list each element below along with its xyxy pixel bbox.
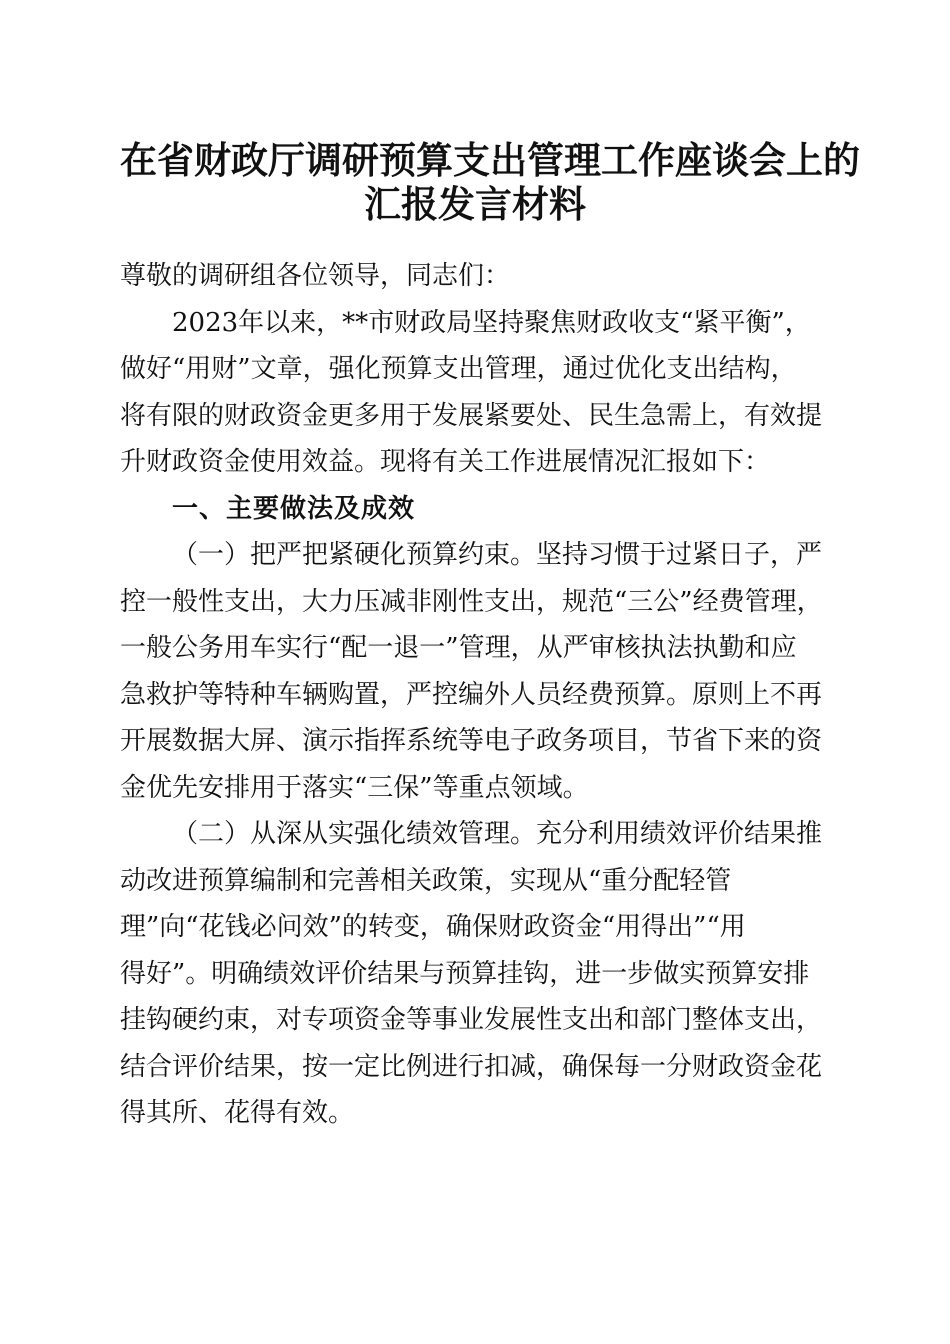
paragraph3-line-3: 理”向“花钱必问效”的转变，确保财政资金“用得出”“用 bbox=[120, 912, 746, 942]
paragraph2-line-2: 控一般性支出，大力压减非刚性支出，规范“三公”经费管理， bbox=[120, 586, 823, 617]
paragraph2-line-6: 金优先安排用于落实“三保”等重点领域。 bbox=[120, 772, 589, 803]
paragraph3-line-2: 动改进预算编制和完善相关政策，实现从“重分配轻管 bbox=[120, 865, 732, 896]
paragraph2-line-3: 一般公务用车实行“配一退一”管理，从严审核执法执勤和应 bbox=[120, 633, 797, 663]
paragraph3-line-6: 结合评价结果，按一定比例进行扣减，确保每一分财政资金花 bbox=[120, 1051, 823, 1082]
document-body bbox=[120, 253, 830, 1137]
paragraph1-line-4: 升财政资金使用效益。现将有关工作进展情况汇报如下： bbox=[120, 447, 771, 477]
paragraph3-line-4: 得好”。明确绩效评价结果与预算挂钩，进一步做实预算安排 bbox=[120, 958, 810, 989]
document-title bbox=[120, 138, 860, 226]
paragraph2-line-1: （一）把严把紧硬化预算约束。坚持习惯于过紧日子，严 bbox=[172, 540, 823, 570]
section-heading-1: 一、主要做法及成效 bbox=[172, 493, 416, 524]
title-line-1: 在省财政厅调研预算支出管理工作座谈会上的 bbox=[120, 138, 860, 182]
paragraph3-line-1: （二）从深从实强化绩效管理。充分利用绩效评价结果推 bbox=[172, 819, 823, 849]
title-line-2: 汇报发言材料 bbox=[364, 182, 586, 226]
paragraph2-line-4: 急救护等特种车辆购置，严控编外人员经费预算。原则上不再 bbox=[120, 679, 823, 710]
salutation: 尊敬的调研组各位领导，同志们： bbox=[120, 261, 511, 291]
paragraph1-line-2: 做好“用财”文章，强化预算支出管理，通过优化支出结构， bbox=[120, 354, 797, 384]
paragraph3-line-5: 挂钩硬约束，对专项资金等事业发展性支出和部门整体支出， bbox=[120, 1005, 823, 1035]
paragraph3-line-7: 得其所、花得有效。 bbox=[120, 1098, 355, 1128]
paragraph2-line-5: 开展数据大屏、演示指挥系统等电子政务项目，节省下来的资 bbox=[120, 726, 823, 756]
paragraph1-line-1: 2023年以来，**市财政局坚持聚焦财政收支“紧平衡”， bbox=[172, 307, 811, 338]
paragraph1-line-3: 将有限的财政资金更多用于发展紧要处、民生急需上，有效提 bbox=[120, 400, 823, 431]
